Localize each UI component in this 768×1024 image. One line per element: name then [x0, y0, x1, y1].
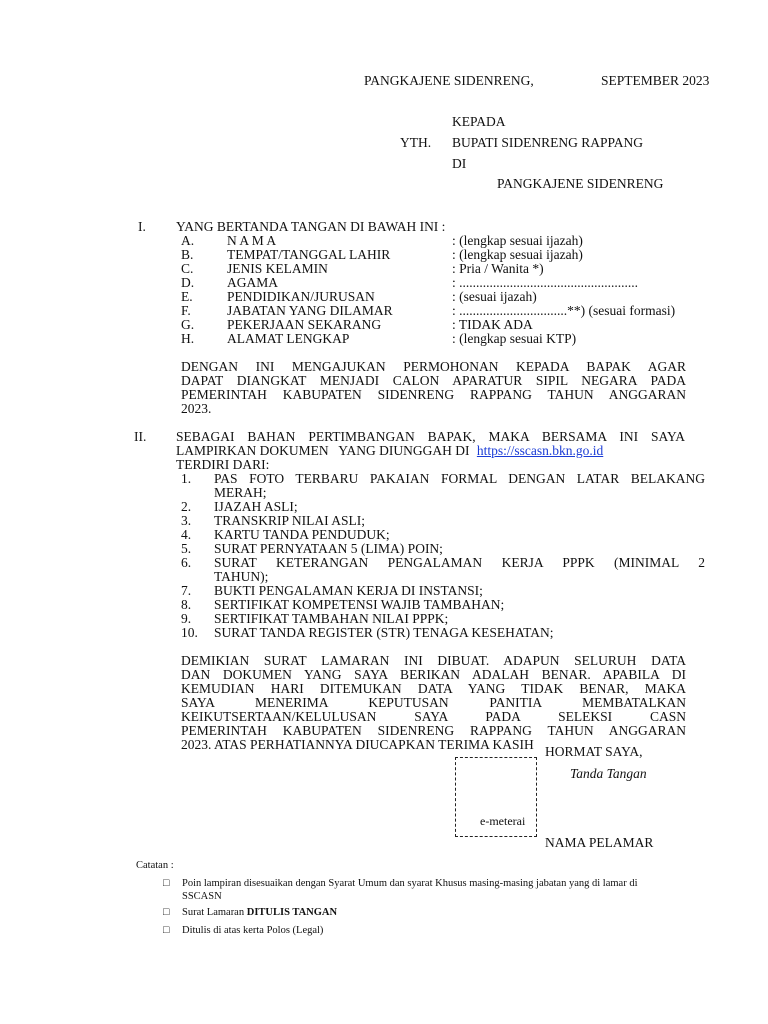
note-bullet-2: □	[163, 907, 170, 918]
tanda-tangan: Tanda Tangan	[570, 766, 647, 781]
field-letter: D.	[181, 275, 195, 290]
recipient-name: BUPATI SIDENRENG RAPPANG	[452, 135, 644, 150]
field-value: : Pria / Wanita *)	[452, 261, 544, 276]
field-label: TEMPAT/TANGGAL LAHIR	[227, 247, 391, 262]
section2-intro-line3: TERDIRI DARI:	[176, 457, 270, 472]
attachment-number: 7.	[181, 583, 192, 598]
field-label: ALAMAT LENGKAP	[227, 331, 350, 346]
field-value: : .....................................................	[452, 275, 639, 290]
note-item-2	[182, 906, 337, 919]
attachment-item-line: PAS FOTO TERBARU PAKAIAN FORMAL DENGAN LATAR BELAKANG	[214, 471, 705, 486]
attachment-item-line: SURAT PERNYATAAN 5 (LIMA) POIN;	[214, 541, 443, 556]
closing-paragraph-line: DEMIKIAN SURAT LAMARAN INI DIBUAT. ADAPUN SELURUH DATA	[181, 653, 686, 668]
attachment-item-line: TRANSKRIP NILAI ASLI;	[214, 513, 366, 528]
attachment-number: 2.	[181, 499, 192, 514]
note-item-3: Ditulis di atas kerta Polos (Legal)	[182, 925, 324, 936]
request-paragraph-line: DENGAN INI MENGAJUKAN PERMOHONAN KEPADA BAPAK AGAR	[181, 359, 686, 374]
field-label: PENDIDIKAN/JURUSAN	[227, 289, 375, 304]
attachment-number: 10.	[181, 625, 198, 640]
field-label: AGAMA	[227, 275, 279, 290]
closing-paragraph-line: 2023. ATAS PERHATIANNYA DIUCAPKAN TERIMA KASIH	[181, 737, 534, 752]
closing-paragraph-line: KEMUDIAN HARI DITEMUKAN DATA YANG TIDAK BENAR, MAKA	[181, 681, 686, 696]
field-value: : ................................**) (sesuai formasi)	[452, 303, 676, 318]
attachment-item-line: IJAZAH ASLI;	[214, 499, 298, 514]
section2-intro-line2	[176, 444, 603, 458]
field-value: : (sesuai ijazah)	[452, 289, 537, 304]
closing-paragraph-line: PEMERINTAH KABUPATEN SIDENRENG RAPPANG TAHUN ANGGARAN	[181, 723, 686, 738]
nama-pelamar: NAMA PELAMAR	[545, 835, 654, 850]
attachment-number: 5.	[181, 541, 192, 556]
request-paragraph-line: PEMERINTAH KABUPATEN SIDENRENG RAPPANG TAHUN ANGGARAN	[181, 387, 686, 402]
note-item-2-bold: DITULIS TANGAN	[246, 907, 338, 918]
field-label: N A M A	[227, 233, 277, 248]
month-year: SEPTEMBER 2023	[601, 73, 710, 88]
place-date: PANGKAJENE SIDENRENG,	[364, 73, 534, 88]
note-bullet-3: □	[163, 925, 170, 936]
attachment-item-line: MERAH;	[214, 485, 267, 500]
field-label: JENIS KELAMIN	[227, 261, 328, 276]
attachment-item-line: SURAT KETERANGAN PENGALAMAN KERJA PPPK (MINIMAL 2	[214, 555, 705, 570]
field-letter: G.	[181, 317, 195, 332]
request-paragraph-line: 2023.	[181, 401, 212, 416]
note-item-2-text: Surat Lamaran	[182, 907, 247, 918]
field-letter: F.	[181, 303, 191, 318]
field-value: : TIDAK ADA	[452, 317, 533, 332]
recipient-yth: YTH.	[400, 135, 432, 150]
section1-roman: I.	[138, 219, 146, 234]
closing-paragraph-line: DAN DOKUMEN YANG SAYA BERIKAN ADALAH BENAR. APABILA DI	[181, 667, 686, 682]
attachment-number: 4.	[181, 527, 192, 542]
field-letter: B.	[181, 247, 194, 262]
closing-paragraph-line: KEIKUTSERTAAN/KELULUSAN SAYA PADA SELEKSI CASN	[181, 709, 686, 724]
closing-paragraph-line: SAYA MENERIMA KEPUTUSAN PANITIA MEMBATALKAN	[181, 695, 686, 710]
field-letter: C.	[181, 261, 194, 276]
attachment-item-line: KARTU TANDA PENDUDUK;	[214, 527, 390, 542]
field-value: : (lengkap sesuai ijazah)	[452, 247, 583, 262]
attachment-item-line: TAHUN);	[214, 569, 269, 584]
e-meterai-label: e-meterai	[480, 814, 526, 828]
section2-roman: II.	[134, 429, 147, 444]
recipient-city: PANGKAJENE SIDENRENG	[497, 176, 664, 191]
attachment-item-line: BUKTI PENGALAMAN KERJA DI INSTANSI;	[214, 583, 483, 598]
attachment-number: 6.	[181, 555, 192, 570]
hormat-saya: HORMAT SAYA,	[545, 744, 643, 759]
field-label: JABATAN YANG DILAMAR	[227, 303, 393, 318]
recipient-di: DI	[452, 156, 467, 171]
attachment-number: 9.	[181, 611, 192, 626]
recipient-kepada: KEPADA	[452, 114, 506, 129]
attachment-number: 8.	[181, 597, 192, 612]
attachment-item-line: SERTIFIKAT KOMPETENSI WAJIB TAMBAHAN;	[214, 597, 505, 612]
field-label: PEKERJAAN SEKARANG	[227, 317, 382, 332]
sscasn-link[interactable]: https://sscasn.bkn.go.id	[476, 443, 604, 458]
request-paragraph-line: DAPAT DIANGKAT MENJADI CALON APARATUR SIPIL NEGARA PADA	[181, 373, 686, 388]
section1-title: YANG BERTANDA TANGAN DI BAWAH INI :	[176, 219, 446, 234]
attachment-item-line: SERTIFIKAT TAMBAHAN NILAI PPPK;	[214, 611, 449, 626]
note-item-1-line2: SSCASN	[182, 891, 222, 902]
note-bullet-1: □	[163, 878, 170, 889]
attachment-item-line: SURAT TANDA REGISTER (STR) TENAGA KESEHATAN;	[214, 625, 554, 640]
attachment-number: 3.	[181, 513, 192, 528]
attachment-number: 1.	[181, 471, 192, 486]
field-letter: H.	[181, 331, 195, 346]
field-value: : (lengkap sesuai KTP)	[452, 331, 577, 346]
section2-intro-line1: SEBAGAI BAHAN PERTIMBANGAN BAPAK, MAKA BERSAMA INI SAYA	[176, 429, 685, 444]
field-letter: E.	[181, 289, 193, 304]
notes-heading: Catatan :	[136, 860, 174, 871]
section2-intro-text: LAMPIRKAN DOKUMEN YANG DIUNGGAH DI	[176, 443, 470, 458]
field-value: : (lengkap sesuai ijazah)	[452, 233, 583, 248]
field-letter: A.	[181, 233, 195, 248]
note-item-1-line1: Poin lampiran disesuaikan dengan Syarat Umum dan syarat Khusus masing-masing jabatan yang di lamar di	[182, 878, 638, 889]
